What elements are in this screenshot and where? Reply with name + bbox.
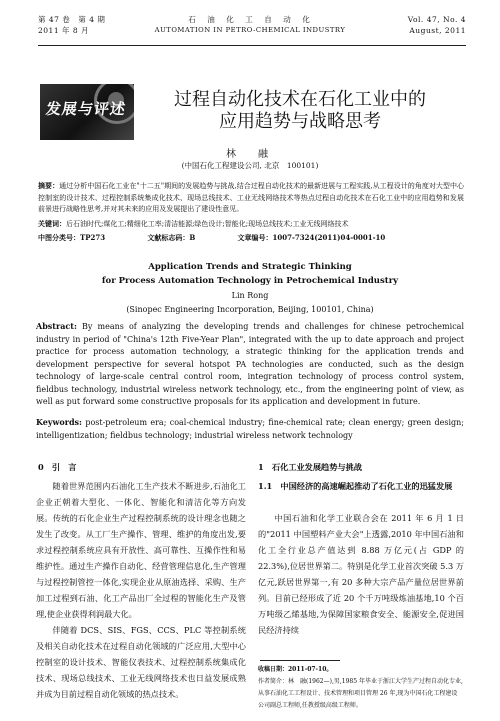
journal-volume: [38, 14, 105, 36]
clc-number: 中图分类号：TP273: [38, 233, 106, 242]
abstract-en: [36, 320, 464, 409]
keywords-en: [36, 416, 464, 442]
abstract-cn-label: 摘要：: [38, 181, 60, 190]
abstract-cn-text: 通过分析中国石化工业在"十二五"期间的发展趋势与挑战,结合过程自动化技术的最新进展与工程实践,从工程设计的角度对大型中心控制室的设计技术、过程控制系统集成化技术、现场总线技术、工业无线网络技术等热点过程自动化技术在石化工业中的应用趋势和发展前景进行战略性思考,并对其未来的应用及发展提出了建设性意见。: [38, 182, 465, 213]
banner-label: 发展与评述: [44, 100, 128, 118]
keywords-cn-label: 关键词：: [38, 219, 66, 228]
title-en-line2: for Process Automation Technology in Petrochemical Industry: [101, 276, 399, 286]
journal-volume-issue: 第 47 卷 第 4 期: [38, 15, 106, 24]
affiliation-cn: (中国石化工程建设公司, 北京 100101): [181, 161, 319, 170]
document-code: 文献标志码：B: [147, 233, 196, 242]
keywords-en-label: Keywords:: [36, 417, 83, 427]
section-1-1-heading: 1.1 中国经济的高速崛起推动了石化工业的迅猛发展: [258, 481, 453, 491]
title-cn-line2: 应用趋势与战略思考: [219, 111, 381, 132]
section-banner: [40, 84, 134, 140]
affiliation-en: (Sinopec Engineering Incorporation, Beijing, 100101, China): [126, 305, 374, 314]
intro-paragraph-1: 随着世界范围内石油化工生产技术不断进步,石油化工企业正朝着大型化、一体化、智能化和清洁化等方向发展。传统的石化企业生产过程控制系统的设计理念也随之发生了改变。从工厂生产操作、管理、维护的角度出发,要求过程控制系统应具有开放性、高可靠性、互操作性和易维护性。通过生产操作自动化、经营管理信息化,生产管理与过程控制管控一体化,实现企业从原油选择、采购、生产加工过程到石油、化工产品出厂全过程的智能化生产及管理,使企业获得利润最大化。: [36, 481, 246, 619]
journal-title-cn: 石 油 化 工 自 动 化: [188, 15, 312, 24]
journal-title-en: AUTOMATION IN PETRO-CHEMICAL INDUSTRY: [154, 26, 346, 34]
received-date: 收稿日期：2011-07-10。: [258, 666, 333, 673]
section-1-1-paragraph: 中国石油和化学工业联合会在 2011 年 6 月 1 日的"2011 中国塑料产业大会"上透露,2010 年中国石油和化工全行业总产值达到 8.88 万亿元(占 GDP 的 22.3%),位居世界第二。特别是化学工业首次突破 5.3 万亿元,跃居世界第一,有 20 多种大宗产品产量位居世界前列。目前已经形成了近 20 个千万吨级炼油基地,10 个百万吨级乙烯基地,为保障国家粮食安全、能源安全,促进国民经济持续: [258, 513, 464, 635]
footnote: [258, 664, 463, 712]
author-bio: 作者简介：林 融(1962—),男,1985 年毕业于浙江大学生产过程自动化专业,从事石油化工工程设计、技术管理和项目管理 26 年,现为中国石化工程建设公司副总工程师,任教授级高级工程师。: [258, 678, 463, 709]
footnote-divider: [260, 660, 340, 661]
abstract-en-label: Abstract:: [36, 321, 77, 331]
abstract-en-text: By means of analyzing the developing trends and challenges for chinese petrochemical industry in period of "China's 12th Five-Year Plan", integrated with the up to date approach and project practice for process automation technology, a strategic thinking for the application trends and development perspective for several hotspot PA technologies are conducted, such as the design technology of large-scale central control room, integration technology of process control system, fieldbus technology, industrial wireless network technology, etc., from the engineering point of view, as well as put forward some constructive proposals for its application and development in future.: [36, 322, 464, 406]
author-en: Lin Rong: [231, 291, 269, 300]
keywords-en-text: post-petroleum era; coal-chemical industry; fine-chemical rate; clean energy; green design; intelligentization; fieldbus technology; industrial wireless network technology: [36, 418, 464, 440]
keywords-cn-text: 后石油时代;煤化工;精细化工率;清洁能源;绿色设计;智能化;现场总线技术;工业无线网络技术: [66, 220, 349, 228]
journal-title: [150, 14, 350, 36]
keywords-cn: [38, 218, 464, 231]
article-number: 文章编号：1007-7324(2011)04-0001-10: [237, 233, 386, 242]
journal-date-en: August, 2011: [409, 26, 466, 35]
header-divider: [38, 45, 466, 46]
title-cn-line1: 过程自动化技术在石化工业中的: [174, 89, 426, 110]
abstract-cn: [38, 180, 464, 216]
section-1-heading: 1 石化工业发展趋势与挑战: [258, 462, 362, 472]
section-0-heading: 0 引 言: [38, 462, 77, 472]
journal-date-cn: 2011 年 8 月: [38, 26, 90, 35]
meta-cn: [38, 232, 464, 245]
intro-paragraph-2: 伴随着 DCS、SIS、FGS、CCS、PLC 等控制系统及相关自动化技术在过程自动化领域的广泛应用,大型中心控制室的设计技术、智能仪表技术、过程控制系统集成化技术、现场总线技术、工业无线网络技术也日益发展成熟并成为目前过程自动化领域的热点技术。: [36, 625, 246, 699]
author-cn: 林 融: [226, 149, 274, 160]
title-en-line1: Application Trends and Strategic Thinking: [148, 262, 352, 272]
journal-volume-en: Vol. 47, No. 4: [407, 15, 466, 24]
journal-issue-en: [408, 14, 466, 36]
